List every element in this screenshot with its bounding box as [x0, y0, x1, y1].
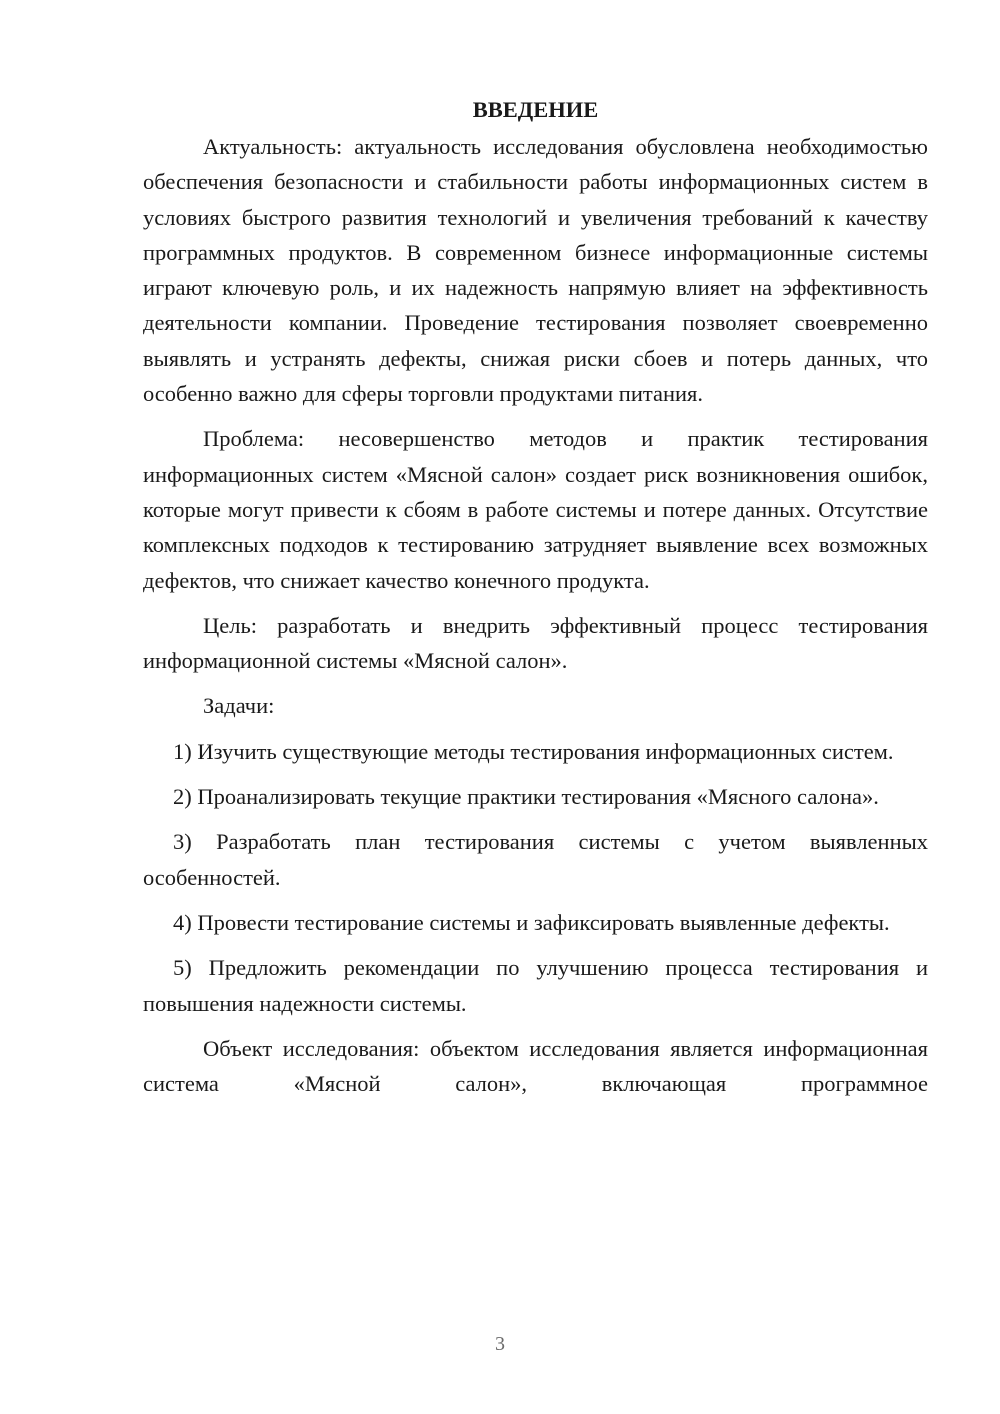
task-item-1: 1) Изучить существующие методы тестирования информационных систем.: [173, 738, 894, 764]
task-item-4: 4) Провести тестирование системы и зафиксировать выявленные дефекты.: [173, 909, 890, 935]
tasks-label: Задачи:: [203, 693, 275, 719]
object-paragraph: Объект исследования: объектом исследования является информационная система «Мясной салон», включающая программное: [143, 1035, 928, 1097]
relevance-paragraph: Актуальность: актуальность исследования обусловлена необходимостью обеспечения безопасности и стабильности работы информационных систем в условиях быстрого развития технологий и увеличения требований к качеству программных продуктов. В современном бизнесе информационные системы играют ключевую роль, и их надежность напрямую влияет на эффективность деятельности компании. Проведение тестирования позволяет своевременно выявлять и устранять дефекты, снижая риски сбоев и потерь данных, что особенно важно для сферы торговли продуктами питания.: [143, 134, 928, 407]
problem-paragraph: Проблема: несовершенство методов и практик тестирования информационных систем «Мясной салон» создает риск возникновения ошибок, которые могут привести к сбоям в работе системы и потере данных. Отсутствие комплексных подходов к тестированию затрудняет выявление всех возможных дефектов, что снижает качество конечного продукта.: [143, 426, 928, 593]
goal-paragraph: Цель: разработать и внедрить эффективный процесс тестирования информационной системы «Мясной салон».: [143, 612, 928, 674]
task-item-3: 3) Разработать план тестирования системы с учетом выявленных особенностей.: [143, 829, 928, 890]
section-heading: ВВЕДЕНИЕ: [472, 97, 599, 122]
page-number: 3: [495, 1333, 505, 1355]
page-content: [143, 92, 928, 1101]
task-item-5: 5) Предложить рекомендации по улучшению процесса тестирования и повышения надежности системы.: [143, 955, 928, 1016]
task-item-2: 2) Проанализировать текущие практики тестирования «Мясного салона».: [173, 784, 879, 810]
